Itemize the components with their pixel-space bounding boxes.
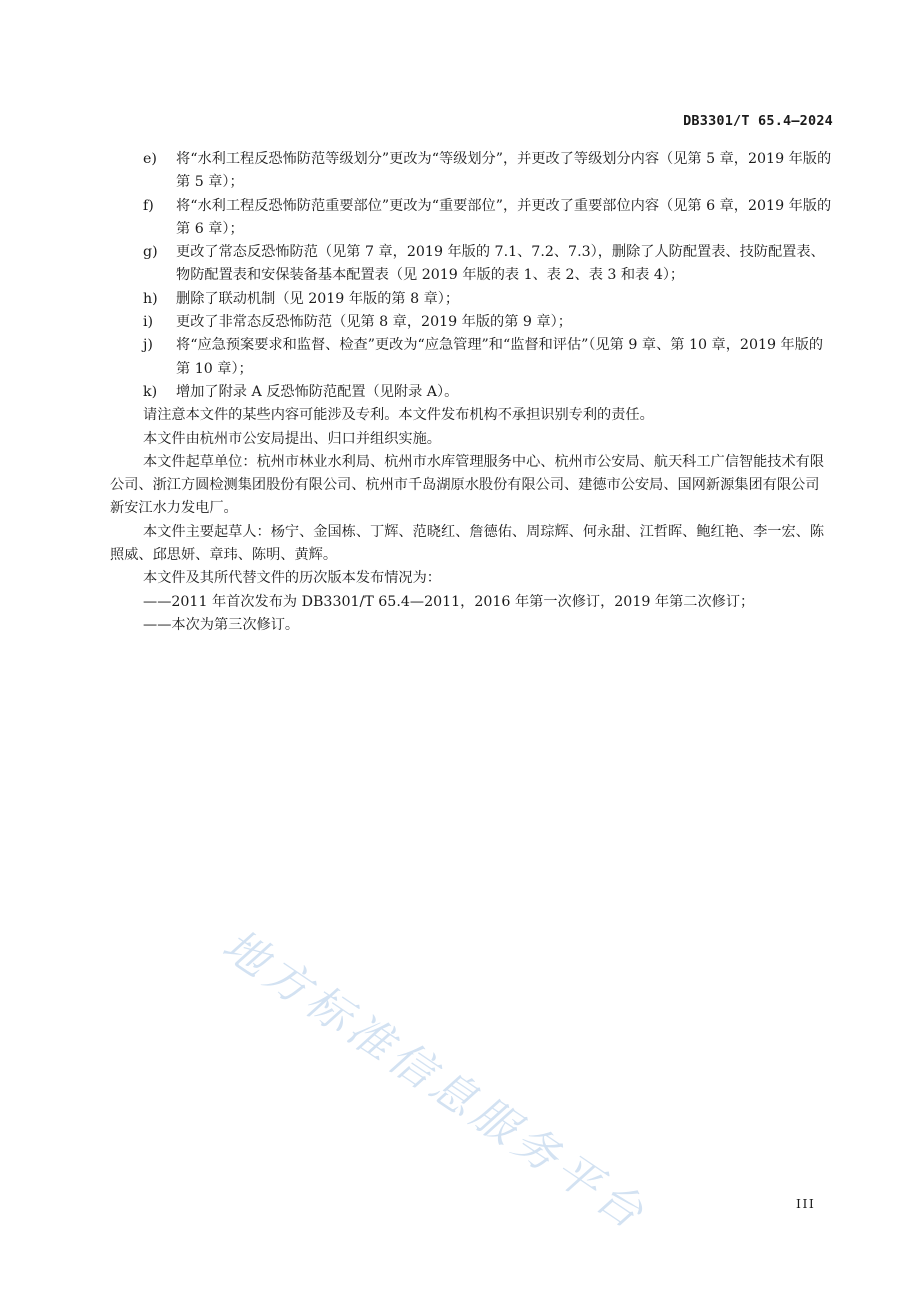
version-history-intro: 本文件及其所代替文件的历次版本发布情况为： bbox=[143, 570, 441, 587]
version-history-item: ——2011 年首次发布为 DB3301/T 65.4—2011，2016 年第一次修订，2019 年第二次修订； bbox=[143, 593, 755, 610]
patent-notice: 请注意本文件的某些内容可能涉及专利。本文件发布机构不承担识别专利的责任。 bbox=[143, 407, 654, 424]
list-marker: g) bbox=[143, 244, 158, 261]
version-history-item: ——本次为第三次修订。 bbox=[143, 616, 300, 633]
list-marker: k) bbox=[143, 383, 158, 400]
list-item-text: 更改了常态反恐怖防范（见第 7 章，2019 年版的 7.1、7.2、7.3），删除了人防配置表、技防配置表、物防配置表和安保装备基本配置表（见 2019 年版的表 1、表 2、表 3 和表 4）； bbox=[176, 244, 825, 284]
list-marker: e) bbox=[143, 151, 157, 167]
list-item-text: 删除了联动机制（见 2019 年版的第 8 章）； bbox=[176, 290, 460, 307]
page-number: III bbox=[796, 1196, 816, 1211]
list-marker: h) bbox=[143, 290, 158, 307]
list-item-text: 将“应急预案要求和监督、检查”更改为“应急管理”和“监督和评估”（见第 9 章、第 10 章，2019 年版的第 10 章）； bbox=[176, 337, 824, 377]
list-item-h bbox=[110, 288, 832, 311]
document-body bbox=[110, 148, 832, 637]
list-marker: f) bbox=[143, 197, 154, 214]
list-item-i bbox=[110, 311, 832, 334]
list-item-f bbox=[110, 195, 832, 242]
list-marker: j) bbox=[143, 337, 153, 354]
list-item-k bbox=[110, 381, 832, 404]
document-code: DB3301/T 65.4—2024 bbox=[683, 113, 833, 129]
list-item-text: 增加了附录 A 反恐怖防范配置（见附录 A）。 bbox=[176, 383, 459, 400]
main-drafters: 本文件主要起草人：杨宁、金国栋、丁辉、范晓红、詹德佑、周琮辉、何永甜、江哲晖、鲍红艳、李一宏、陈照威、邱思妍、章玮、陈明、黄辉。 bbox=[110, 523, 825, 564]
watermark-text: 地方标准信息服务平台 bbox=[213, 919, 657, 1242]
list-item-j bbox=[110, 334, 832, 381]
drafting-units: 本文件起草单位：杭州市林业水利局、杭州市水库管理服务中心、杭州市公安局、航天科工广信智能技术有限公司、浙江方圆检测集团股份有限公司、杭州市千岛湖原水股份有限公司、建德市公安局、国网新源集团有限公司新安江水力发电厂。 bbox=[110, 453, 825, 517]
list-item-text: 将“水利工程反恐怖防范重要部位”更改为“重要部位”，并更改了重要部位内容（见第 6 章，2019 年版的第 6 章）； bbox=[176, 197, 832, 237]
list-item-g bbox=[110, 241, 832, 288]
proposer-statement: 本文件由杭州市公安局提出、归口并组织实施。 bbox=[143, 430, 441, 447]
list-item-e bbox=[110, 148, 832, 195]
list-marker: i) bbox=[143, 314, 154, 331]
list-item-text: 更改了非常态反恐怖防范（见第 8 章，2019 年版的第 9 章）； bbox=[176, 314, 572, 331]
list-item-text: 将“水利工程反恐怖防范等级划分”更改为“等级划分”，并更改了等级划分内容（见第 5 章，2019 年版的第 5 章）； bbox=[176, 151, 832, 191]
